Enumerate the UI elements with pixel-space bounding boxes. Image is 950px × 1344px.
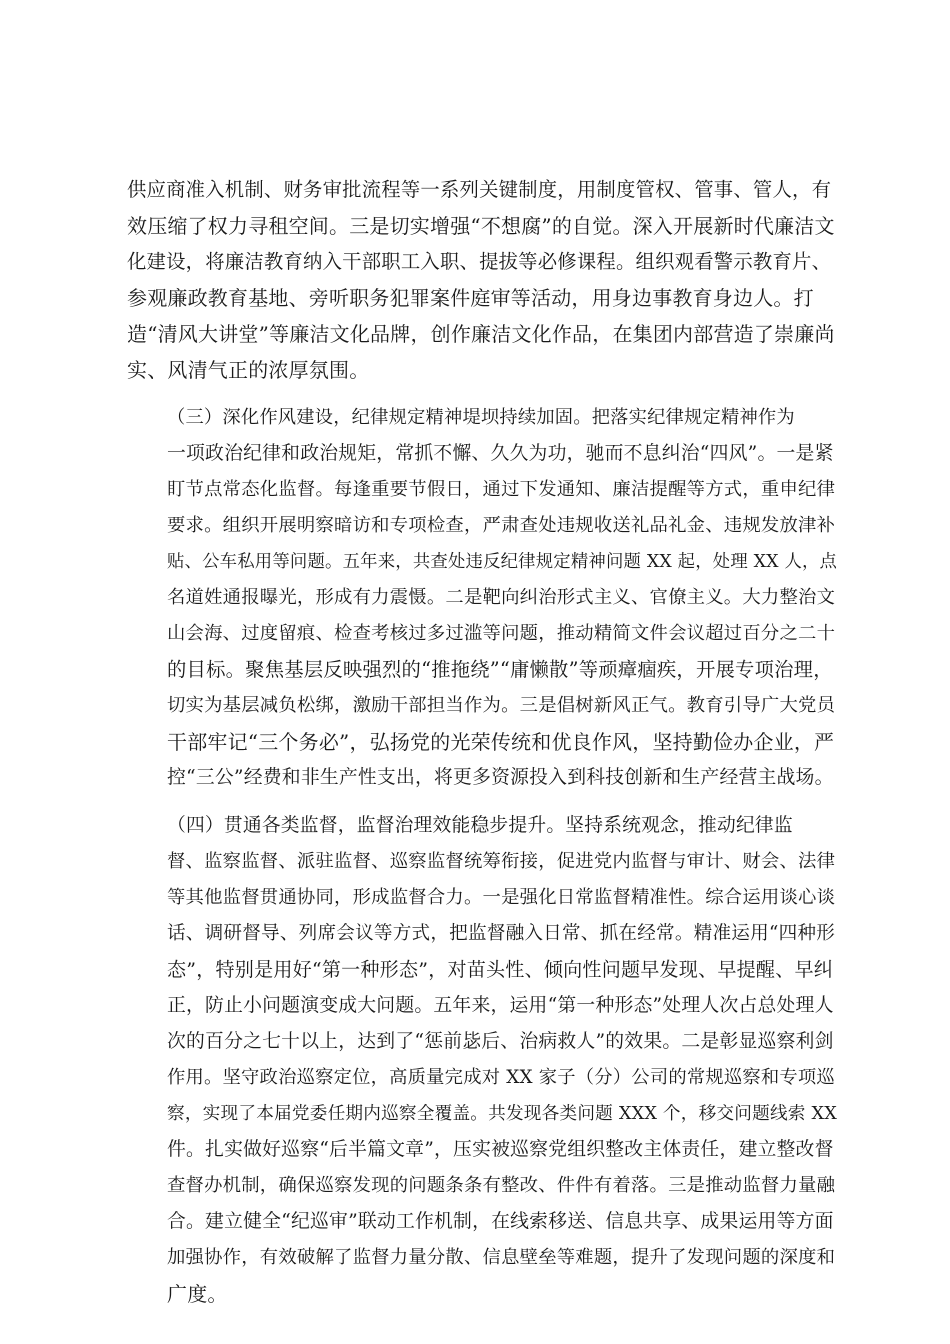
text-line: 盯节点常态化监督。每逢重要节假日，通过下发通知、廉洁提醒等方式，重申纪律 [167,479,836,500]
text-line: 察，实现了本届党委任期内巡察全覆盖。共发现各类问题 XXX 个，移交问题线索 XX [167,1104,837,1124]
text-line: 效压缩了权力寻租空间。三是切实增强“不想腐”的自觉。深入开展新时代廉洁文 [127,214,835,238]
text-line: 加强协作，有效破解了监督力量分散、信息壁垒等难题，提升了发现问题的深度和 [167,1247,836,1268]
text-line: 实、风清气正的浓厚氛围。 [127,358,370,382]
paragraph-section-4-supervision [127,808,835,1312]
text-line: 督、监察监督、派驻监督、巡察监督统筹衔接，促进党内监督与审计、财会、法律 [167,851,836,872]
text-line: 名道姓通报曝光，形成有力震慑。二是靶向纠治形式主义、官僚主义。大力整治文 [167,587,836,608]
text-line: 广度。 [167,1282,228,1306]
text-line: 控“三公”经费和非生产性支出，将更多资源投入到科技创新和生产经营主战场。 [167,767,834,788]
text-line: 查督办机制，确保巡察发现的问题条条有整改、件件有着落。三是推动监督力量融 [167,1175,836,1196]
text-line: 的目标。聚焦基层反映强烈的“推拖绕”“庸懒散”等顽瘴痼疾，开展专项治理， [167,658,833,681]
text-line: 一项政治纪律和政治规矩，常抓不懈、久久为功，驰而不息纠治“四风”。一是紧 [167,443,834,464]
text-line: 件。扎实做好巡察“后半篇文章”，压实被巡察党组织整改主体责任，建立整改督 [167,1139,834,1160]
text-line: 参观廉政教育基地、旁听职务犯罪案件庭审等活动，用身边事教育身边人。打 [127,286,814,310]
text-line: 等其他监督贯通协同，形成监督合力。一是强化日常监督精准性。综合运用谈心谈 [167,887,836,908]
text-line: 作用。坚守政治巡察定位，高质量完成对 XX 家子（分）公司的常规巡察和专项巡 [167,1067,835,1088]
text-line: 山会海、过度留痕、检查考核过多过滥等问题，推动精简文件会议超过百分之二十 [167,623,836,644]
text-line: 化建设，将廉洁教育纳入干部职工入职、提拔等必修课程。组织观看警示教育片、 [127,250,832,273]
document-body [127,172,838,1324]
paragraph-section-3-work-style [127,400,838,796]
text-line: 话、调研督导、列席会议等方式，把监督融入日常、抓在经常。精准运用“四种形 [167,923,836,944]
text-line: （三）深化作风建设，纪律规定精神堤坝持续加固。把落实纪律规定精神作为 [167,407,795,428]
text-line: 次的百分之七十以上，达到了“惩前毖后、治病救人”的效果。二是彰显巡察利剑 [167,1031,834,1052]
text-line: 贴、公车私用等问题。五年来，共查处违反纪律规定精神问题 XX 起，处理 XX 人，点 [167,552,838,572]
text-line: （四）贯通各类监督，监督治理效能稳步提升。坚持系统观念，推动纪律监 [167,815,793,836]
text-line: 合。建立健全“纪巡审”联动工作机制，在线索移送、信息共享、成果运用等方面 [167,1211,834,1232]
text-line: 供应商准入机制、财务审批流程等一系列关键制度，用制度管权、管事、管人，有 [127,178,832,201]
text-line: 态”，特别是用好“第一种形态”，对苗头性、倾向性问题早发现、早提醒、早纠 [167,958,834,981]
text-line: 造“清风大讲堂”等廉洁文化品牌，创作廉洁文化作品，在集团内部营造了崇廉尚 [127,322,835,346]
text-line: 干部牢记“三个务必”，弘扬党的光荣传统和优良作风，坚持勤俭办企业，严 [167,730,835,754]
text-line: 要求。组织开展明察暗访和专项检查，严肃查处违规收送礼品礼金、违规发放津补 [167,515,836,536]
paragraph-anticorruption-culture [127,172,835,388]
text-line: 切实为基层减负松绑，激励干部担当作为。三是倡树新风正气。教育引导广大党员 [167,695,836,716]
text-line: 正，防止小问题演变成大问题。五年来，运用“第一种形态”处理人次占总处理人 [167,995,834,1016]
